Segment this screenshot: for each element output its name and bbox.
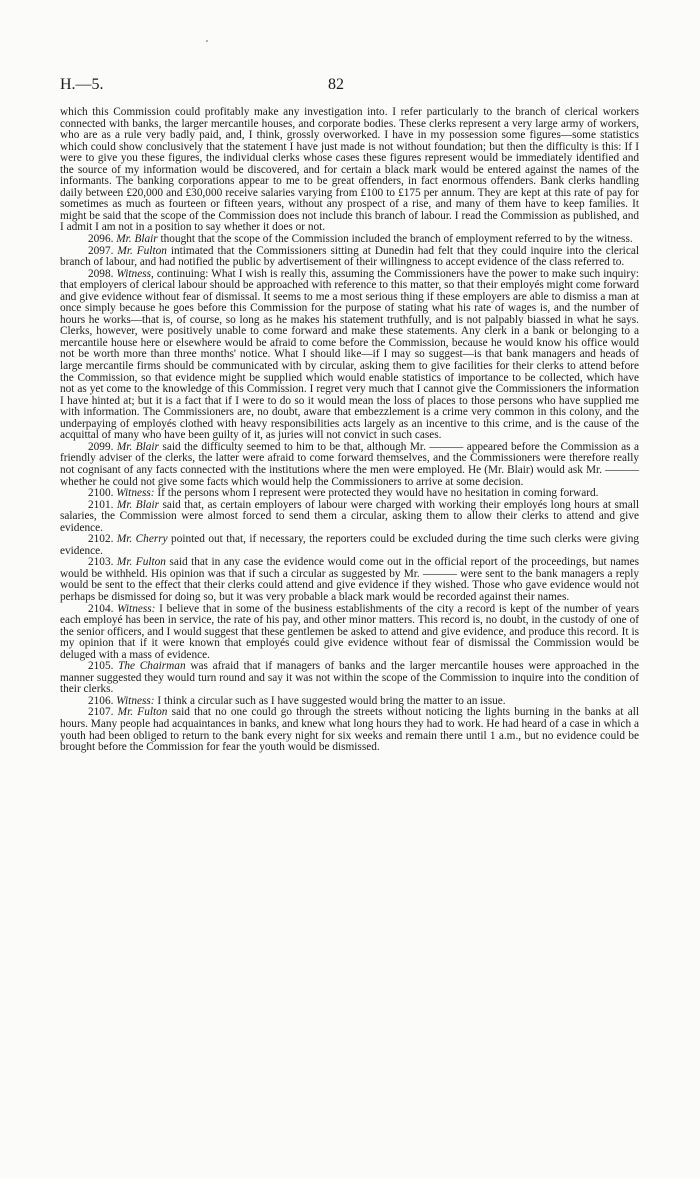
paragraph-number: 2101. bbox=[88, 498, 117, 511]
paragraph-text: If the persons whom I represent were protected they would have no hesitation in coming forward. bbox=[154, 487, 599, 500]
paragraph-text: said that, as certain employers of labour were charged with working their employés long hours at small salaries, the Commission were almost forced to send them a circular, asking them to allow their clerks to attend and give evidence. bbox=[60, 498, 639, 534]
paragraph-continuation bbox=[60, 107, 639, 234]
paragraph-2097 bbox=[60, 246, 639, 269]
paragraph-2103 bbox=[60, 557, 639, 603]
paragraph-number: 2097. bbox=[88, 244, 118, 257]
paragraph-number: 2107. bbox=[88, 706, 118, 719]
paragraph-text: said that in any case the evidence would come out in the official report of the proceedings, but names would be withheld. His opinion was that if such a circular as suggested by Mr. ——— were sent to the bank managers a reply would be sent to the effect that their clerks could attend and give evidence if they wished. Those who gave evidence would not perhaps be dismissed for doing so, but it was very probable a black mark would be recorded against their names. bbox=[60, 556, 639, 603]
paragraph-number: 2096. bbox=[88, 233, 117, 246]
speaker: Mr. Blair bbox=[116, 233, 158, 246]
paragraph-2102 bbox=[60, 534, 639, 557]
paragraph-2101 bbox=[60, 500, 639, 535]
speaker: Witness: bbox=[117, 602, 156, 615]
paragraph-text: intimated that the Commissioners sitting at Dunedin had felt that they could inquire into the clerical branch of labour, and had notified the public by advertisement of their willingness to accept evidence of the class referred to. bbox=[60, 244, 639, 269]
paragraph-number: 2100. bbox=[88, 487, 117, 500]
paragraph-number: 2098. bbox=[88, 267, 117, 280]
paragraph-2105 bbox=[60, 661, 639, 696]
paragraph-number: 2104. bbox=[88, 602, 118, 615]
speaker: Mr. Fulton bbox=[117, 244, 167, 257]
page-number: 82 bbox=[328, 76, 344, 93]
paragraph-2104 bbox=[60, 604, 639, 662]
paragraph-number: 2102. bbox=[88, 533, 117, 546]
speaker: Witness, bbox=[116, 267, 154, 280]
paragraph-text: thought that the scope of the Commission included the branch of employment referred to by the witness. bbox=[157, 233, 633, 246]
speaker: Witness: bbox=[116, 694, 155, 707]
speaker: The Chairman bbox=[118, 660, 186, 673]
paragraph-number: 2105. bbox=[88, 660, 119, 673]
scan-speck bbox=[206, 40, 208, 42]
paragraph-text: which this Commission could profitably make any investigation into. I refer particularly to the branch of clerical workers connected with banks, the larger mercantile houses, and corporate bodies. These clerks represent a very large army of workers, who are as a rule very badly paid, and, I think, grossly overworked. I have in my possession some figures—some statistics which could show conclusively that the statement I have just made is not without foundation; but then the difficulty is this: If I were to give you these figures, the individual clerks whose cases these figures represent would be immediately identified and the source of my information would be discovered, and for certain a black mark would be entered against the names of the informants. The banking corporations appear to me to be great offenders, in fact enormous offenders. Bank clerks handling daily between £20,000 and £30,000 receive salaries varying from £100 to £175 per annum. They are kept at this rate of pay for sometimes as much as fourteen or fifteen years, without any prospect of a rise, and many of them have to keep families. It might be said that the scope of the Commission does not include this branch of labour. I read the Commission as published, and I admit I am not in a position to say whether it does or not. bbox=[60, 106, 639, 234]
page-header bbox=[60, 76, 640, 96]
paragraph-text: I think a circular such as I have suggested would bring the matter to an issue. bbox=[154, 694, 506, 707]
document-reference: H.—5. bbox=[60, 76, 104, 93]
speaker: Mr. Cherry bbox=[116, 533, 168, 546]
paragraph-text: continuing: What I wish is really this, assuming the Commissioners have the power to make such inquiry: that employers of clerical labour should be approached with reference to this matter, so that their employés might come forward and give evidence without fear of dismissal. It seems to me a most serious thing if these employers are able to dismiss a man at once simply because he goes before this Commission for the purpose of stating what his rate of wages is, and the number of hours he works—that is, of course, so long as he makes his statement truthfully, and is not palpably biassed in what he says. Clerks, however, were positively unable to come forward and make these statements. Any clerk in a bank or belonging to a mercantile house here or elsewhere would be afraid to come before the Commission, because he would know his office would not be worth more than three months' notice. What I should like—if I may so suggest—is that bank managers and heads of large mercantile firms should be communicated with by circular, asking them to give facilities for their clerks to attend before the Commission, so that evidence might be supplied which would enable statistics of importance to be collected, which have not as yet come to the knowledge of this Commission. I regret very much that I cannot give the Commissioners the information I have hinted at; but it is a fact that if I were to do so it would mean the loss of places to those persons who have supplied me with information. The Commissioners are, no doubt, aware that embezzlement is a crime very common in this colony, and the underpaying of employés clothed with heavy responsibilities acts largely as an incentive to this crime, and is the cause of the acquittal of many who have been guilty of it, as juries will not convict in such cases. bbox=[60, 267, 639, 442]
paragraph-number: 2106. bbox=[88, 694, 117, 707]
speaker: Mr. Blair bbox=[116, 440, 159, 453]
speaker: Witness: bbox=[116, 487, 155, 500]
document-body bbox=[60, 107, 639, 754]
paragraph-text: said that no one could go through the streets without noticing the lights burning in the banks at all hours. Many people had acquaintances in banks, and knew what long hours they had to work. He had heard of a case in which a youth had been obliged to return to the bank every night for six weeks and remain there until 1 a.m., but no evidence could be brought before the Commission for fear the youth would be dismissed. bbox=[60, 706, 639, 754]
paragraph-number: 2099. bbox=[88, 440, 117, 453]
paragraph-text: I believe that in some of the business establishments of the city a record is kept of the number of years each employé has been in service, the rate of his pay, and other minor matters. This record is, no doubt, in the custody of one of the senior officers, and I would suggest that these gentlemen be asked to attend and give evidence, and produce this record. It is my opinion that if it were known that employés could give evidence without fear of dismissal the Commission would be deluged with a mass of evidence. bbox=[60, 602, 639, 661]
speaker: Mr. Fulton bbox=[117, 706, 168, 719]
paragraph-2098 bbox=[60, 269, 639, 442]
paragraph-text: pointed out that, if necessary, the reporters could be excluded during the time such clerks were giving evidence. bbox=[60, 533, 639, 557]
paragraph-text: said the difficulty seemed to him to be that, although Mr. ——— appeared before the Commission as a friendly adviser of the clerks, the latter were afraid to come forward themselves, and the Commissioners were therefore really not cognisant of any facts connected with the institutions where the men were employed. He (Mr. Blair) would ask Mr. ——— whether he could not give some facts which would help the Commissioners to arrive at some decision. bbox=[60, 440, 639, 488]
paragraph-text: was afraid that if managers of banks and the larger mercantile houses were approached in the manner suggested they would turn round and say it was not within the scope of the Commission to inquire into the condition of their clerks. bbox=[60, 660, 639, 696]
paragraph-2099 bbox=[60, 442, 639, 488]
paragraph-2107 bbox=[60, 707, 639, 753]
speaker: Mr. Fulton bbox=[116, 556, 166, 569]
paragraph-number: 2103. bbox=[88, 556, 117, 569]
speaker: Mr. Blair bbox=[116, 498, 160, 511]
